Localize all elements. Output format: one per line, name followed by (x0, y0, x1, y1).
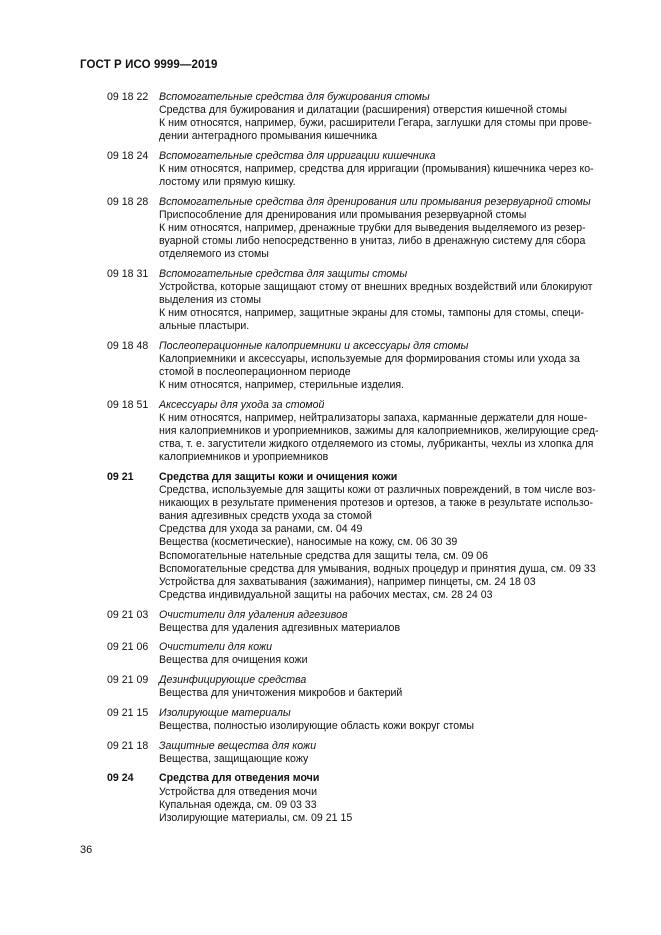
entry-description-line: Купальная одежда, см. 09 03 33 (159, 798, 317, 811)
entry-description-line: альные пластыри. (159, 320, 250, 333)
entry-code: 09 21 15 (107, 706, 149, 719)
classification-entry (107, 399, 614, 464)
classification-entry (107, 340, 614, 392)
page-number: 36 (80, 844, 93, 856)
entry-code: 09 24 (107, 772, 134, 785)
entry-code: 09 18 28 (107, 195, 149, 208)
entry-code: 09 18 31 (107, 267, 149, 280)
entry-description-line: Калоприемники и аксессуары, используемые для формирования стомы или ухода за (159, 353, 580, 366)
entry-code: 09 18 24 (107, 149, 149, 162)
entry-title: Вспомогательные средства для защиты стомы (159, 267, 408, 280)
classification-entry (107, 740, 614, 766)
entry-body (159, 772, 614, 824)
entry-body (159, 641, 614, 667)
entry-description-line: Устройства, которые защищают стому от внешних вредных воздействий или блокируют (159, 281, 593, 293)
classification-entry (107, 609, 614, 635)
entry-description-line: никающих в результате применения протезов и ортезов, а также в результате использо- (159, 497, 594, 510)
entry-description-line: К ним относятся, например, нейтрализаторы запаха, карманные держатели для ноше- (159, 412, 588, 425)
entry-body (159, 674, 614, 700)
classification-list (107, 91, 614, 831)
entry-description-line: Вещества для очищения кожи (159, 654, 308, 667)
entry-code: 09 21 (107, 471, 134, 483)
document-header: ГОСТ Р ИСО 9999—2019 (80, 59, 218, 71)
entry-body (159, 340, 614, 392)
entry-title: Вспомогательные средства для ирригации кишечника (159, 149, 436, 162)
entry-description-line: стомой в послеоперационном периоде (159, 366, 351, 379)
entry-title: Дезинфицирующие средства (159, 674, 307, 687)
entry-code: 09 18 48 (107, 339, 149, 352)
classification-entry (107, 150, 614, 189)
entry-description-line: ства, т. е. загустители жидкого отделяемого из стомы, лубриканты, чехлы из хлопка для (159, 438, 594, 451)
entry-description-line: К ним относятся, например, стерильные изделия. (159, 379, 405, 392)
entry-code: 09 18 22 (107, 91, 149, 103)
entry-description-line: Вещества, полностью изолирующие область кожи вокруг стомы (159, 719, 475, 732)
classification-entry (107, 196, 614, 261)
entry-body (159, 740, 614, 766)
entry-description-line: Вещества для уничтожения микробов и бактерий (159, 687, 403, 700)
entry-title: Вспомогательные средства для бужирования стомы (159, 91, 430, 103)
entry-code: 09 21 18 (107, 739, 149, 752)
entry-description-line: лостому или прямую кишку. (159, 176, 296, 189)
entry-description-line: Изолирующие материалы, см. 09 21 15 (159, 811, 353, 824)
entry-code: 09 21 03 (107, 608, 149, 621)
entry-description-line: Приспособление для дренирования или промывания резервуарной стомы (159, 208, 527, 221)
entry-description-line: ния калоприемников и уроприемников, зажимы для калоприемников, желирующие сред- (159, 425, 599, 438)
classification-entry (107, 707, 614, 733)
entry-description-line: дении антеградного промывания кишечника (159, 130, 378, 143)
entry-body (159, 707, 614, 733)
entry-description-line: вания адгезивных средств ухода за стомой (159, 510, 372, 523)
entry-body (159, 399, 614, 464)
classification-entry (107, 772, 614, 824)
entry-description-line: К ним относятся, например, дренажные трубки для выведения выделяемого из резер- (159, 222, 586, 235)
classification-entry (107, 91, 614, 143)
entry-code: 09 21 06 (107, 641, 149, 654)
entry-description-line: Средства индивидуальной защиты на рабочих местах, см. 28 24 03 (159, 588, 493, 601)
entry-description-line: Вещества для удаления адгезивных материалов (159, 621, 401, 634)
entry-description-line: калоприемников и уроприемников (159, 451, 329, 464)
entry-title: Изолирующие материалы (159, 706, 291, 719)
entry-description-line: Вещества, защищающие кожу (159, 752, 309, 765)
entry-title: Защитные вещества для кожи (159, 739, 317, 752)
classification-entry (107, 641, 614, 667)
entry-description-line: Средства для ухода за ранами, см. 04 49 (159, 523, 363, 536)
entry-description-line: Средства для бужирования и дилатации (расширения) отверстия кишечной стомы (159, 104, 567, 117)
entry-description-line: вуарной стомы либо непосредственно в унитаз, либо в дренажную систему для сбора (159, 235, 586, 248)
entry-body (159, 91, 614, 143)
classification-entry (107, 268, 614, 333)
entry-description-line: Вещества (косметические), наносимые на кожу, см. 06 30 39 (159, 536, 458, 549)
entry-title: Очистители для удаления адгезивов (159, 608, 348, 621)
entry-description-line: К ним относятся, например, защитные экраны для стомы, тампоны для стомы, специ- (159, 307, 584, 320)
entry-description-line: К ним относятся, например, бужи, расширители Гегара, заглушки для стомы при прове- (159, 117, 592, 130)
entry-body (159, 196, 614, 261)
entry-body (159, 471, 614, 602)
entry-title: Очистители для кожи (159, 641, 273, 654)
entry-description-line: Средства, используемые для защиты кожи от различных повреждений, в том числе воз- (159, 484, 596, 497)
entry-description-line: Вспомогательные нательные средства для защиты тела, см. 09 06 (159, 549, 489, 562)
entry-body (159, 150, 614, 189)
entry-description-line: Устройства для отведения мочи (159, 785, 317, 798)
entry-description-line: Устройства для захватывания (зажимания), например пинцеты, см. 24 18 03 (159, 575, 536, 588)
entry-code: 09 21 09 (107, 674, 149, 687)
classification-entry (107, 674, 614, 700)
entry-body (159, 609, 614, 635)
entry-body (159, 268, 614, 333)
entry-title: Средства для защиты кожи и очищения кожи (159, 471, 398, 483)
entry-code: 09 18 51 (107, 398, 149, 411)
entry-title: Аксессуары для ухода за стомой (159, 398, 325, 411)
entry-description-line: отделяемого из стомы (159, 248, 269, 261)
entry-title: Послеоперационные калоприемники и аксессуары для стомы (159, 339, 469, 352)
entry-title: Средства для отведения мочи (159, 772, 320, 785)
classification-entry (107, 471, 614, 602)
entry-description-line: выделения из стомы (159, 294, 262, 307)
entry-description-line: К ним относятся, например, средства для ирригации (промывания) кишечника через ко- (159, 163, 594, 176)
entry-title: Вспомогательные средства для дренирования или промывания резервуарной стомы (159, 195, 591, 208)
entry-description-line: Вспомогательные средства для умывания, водных процедур и принятия душа, см. 09 33 (159, 562, 596, 575)
